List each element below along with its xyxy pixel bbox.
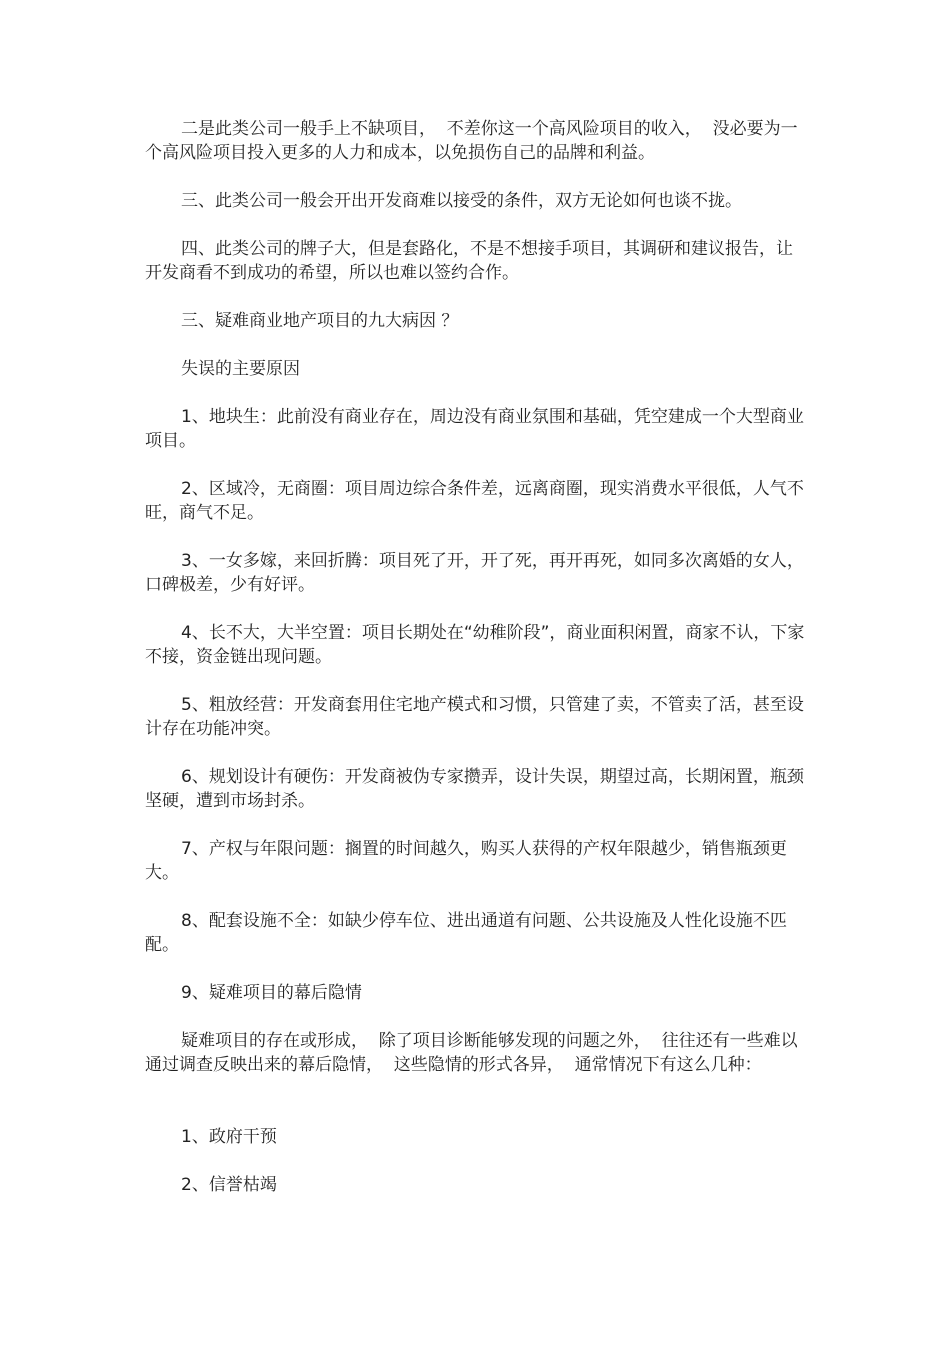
list-item-2: 2、区域冷，无商圈：项目周边综合条件差，远离商圈，现实消费水平很低，人气不旺，商气不足。 xyxy=(145,479,804,523)
paragraph-3: 四、此类公司的牌子大，但是套路化，不是不想接手项目，其调研和建议报告，让开发商看不到成功的希望，所以也难以签约合作。 xyxy=(145,239,793,283)
list-item-8: 8、配套设施不全：如缺少停车位、进出通道有问题、公共设施及人性化设施不匹配。 xyxy=(145,911,787,955)
cause-item-2: 2、信誉枯竭 xyxy=(181,1175,277,1195)
list-item-9: 9、疑难项目的幕后隐情 xyxy=(181,983,362,1003)
list-item-7: 7、产权与年限问题：搁置的时间越久，购买人获得的产权年限越少，销售瓶颈更大。 xyxy=(145,839,787,883)
list-item-4: 4、长不大，大半空置：项目长期处在“幼稚阶段”，商业面积闲置，商家不认，下家不接，资金链出现问题。 xyxy=(145,623,805,667)
paragraph-1: 二是此类公司一般手上不缺项目， 不差你这一个高风险项目的收入， 没必要为一个高风险项目投入更多的人力和成本，以免损伤自己的品牌和利益。 xyxy=(145,119,798,163)
paragraph-hidden-causes: 疑难项目的存在或形成， 除了项目诊断能够发现的问题之外， 往往还有一些难以通过调查反映出来的幕后隐情， 这些隐情的形式各异， 通常情况下有这么几种： xyxy=(145,1031,798,1075)
paragraph-2: 三、此类公司一般会开出开发商难以接受的条件，双方无论如何也谈不拢。 xyxy=(181,191,742,211)
list-item-1: 1、地块生：此前没有商业存在，周边没有商业氛围和基础，凭空建成一个大型商业项目。 xyxy=(145,407,804,451)
list-item-5: 5、粗放经营：开发商套用住宅地产模式和习惯，只管建了卖，不管卖了活，甚至设计存在功能冲突。 xyxy=(145,695,804,739)
subheading: 失误的主要原因 xyxy=(181,359,300,379)
section-heading: 三、疑难商业地产项目的九大病因 ？ xyxy=(181,311,459,331)
cause-item-1: 1、政府干预 xyxy=(181,1127,277,1147)
list-item-6: 6、规划设计有硬伤：开发商被伪专家攒弄，设计失误，期望过高，长期闲置，瓶颈坚硬，遭到市场封杀。 xyxy=(145,767,804,811)
list-item-3: 3、一女多嫁，来回折腾：项目死了开，开了死，再开再死，如同多次离婚的女人，口碑极差，少有好评。 xyxy=(145,551,804,595)
